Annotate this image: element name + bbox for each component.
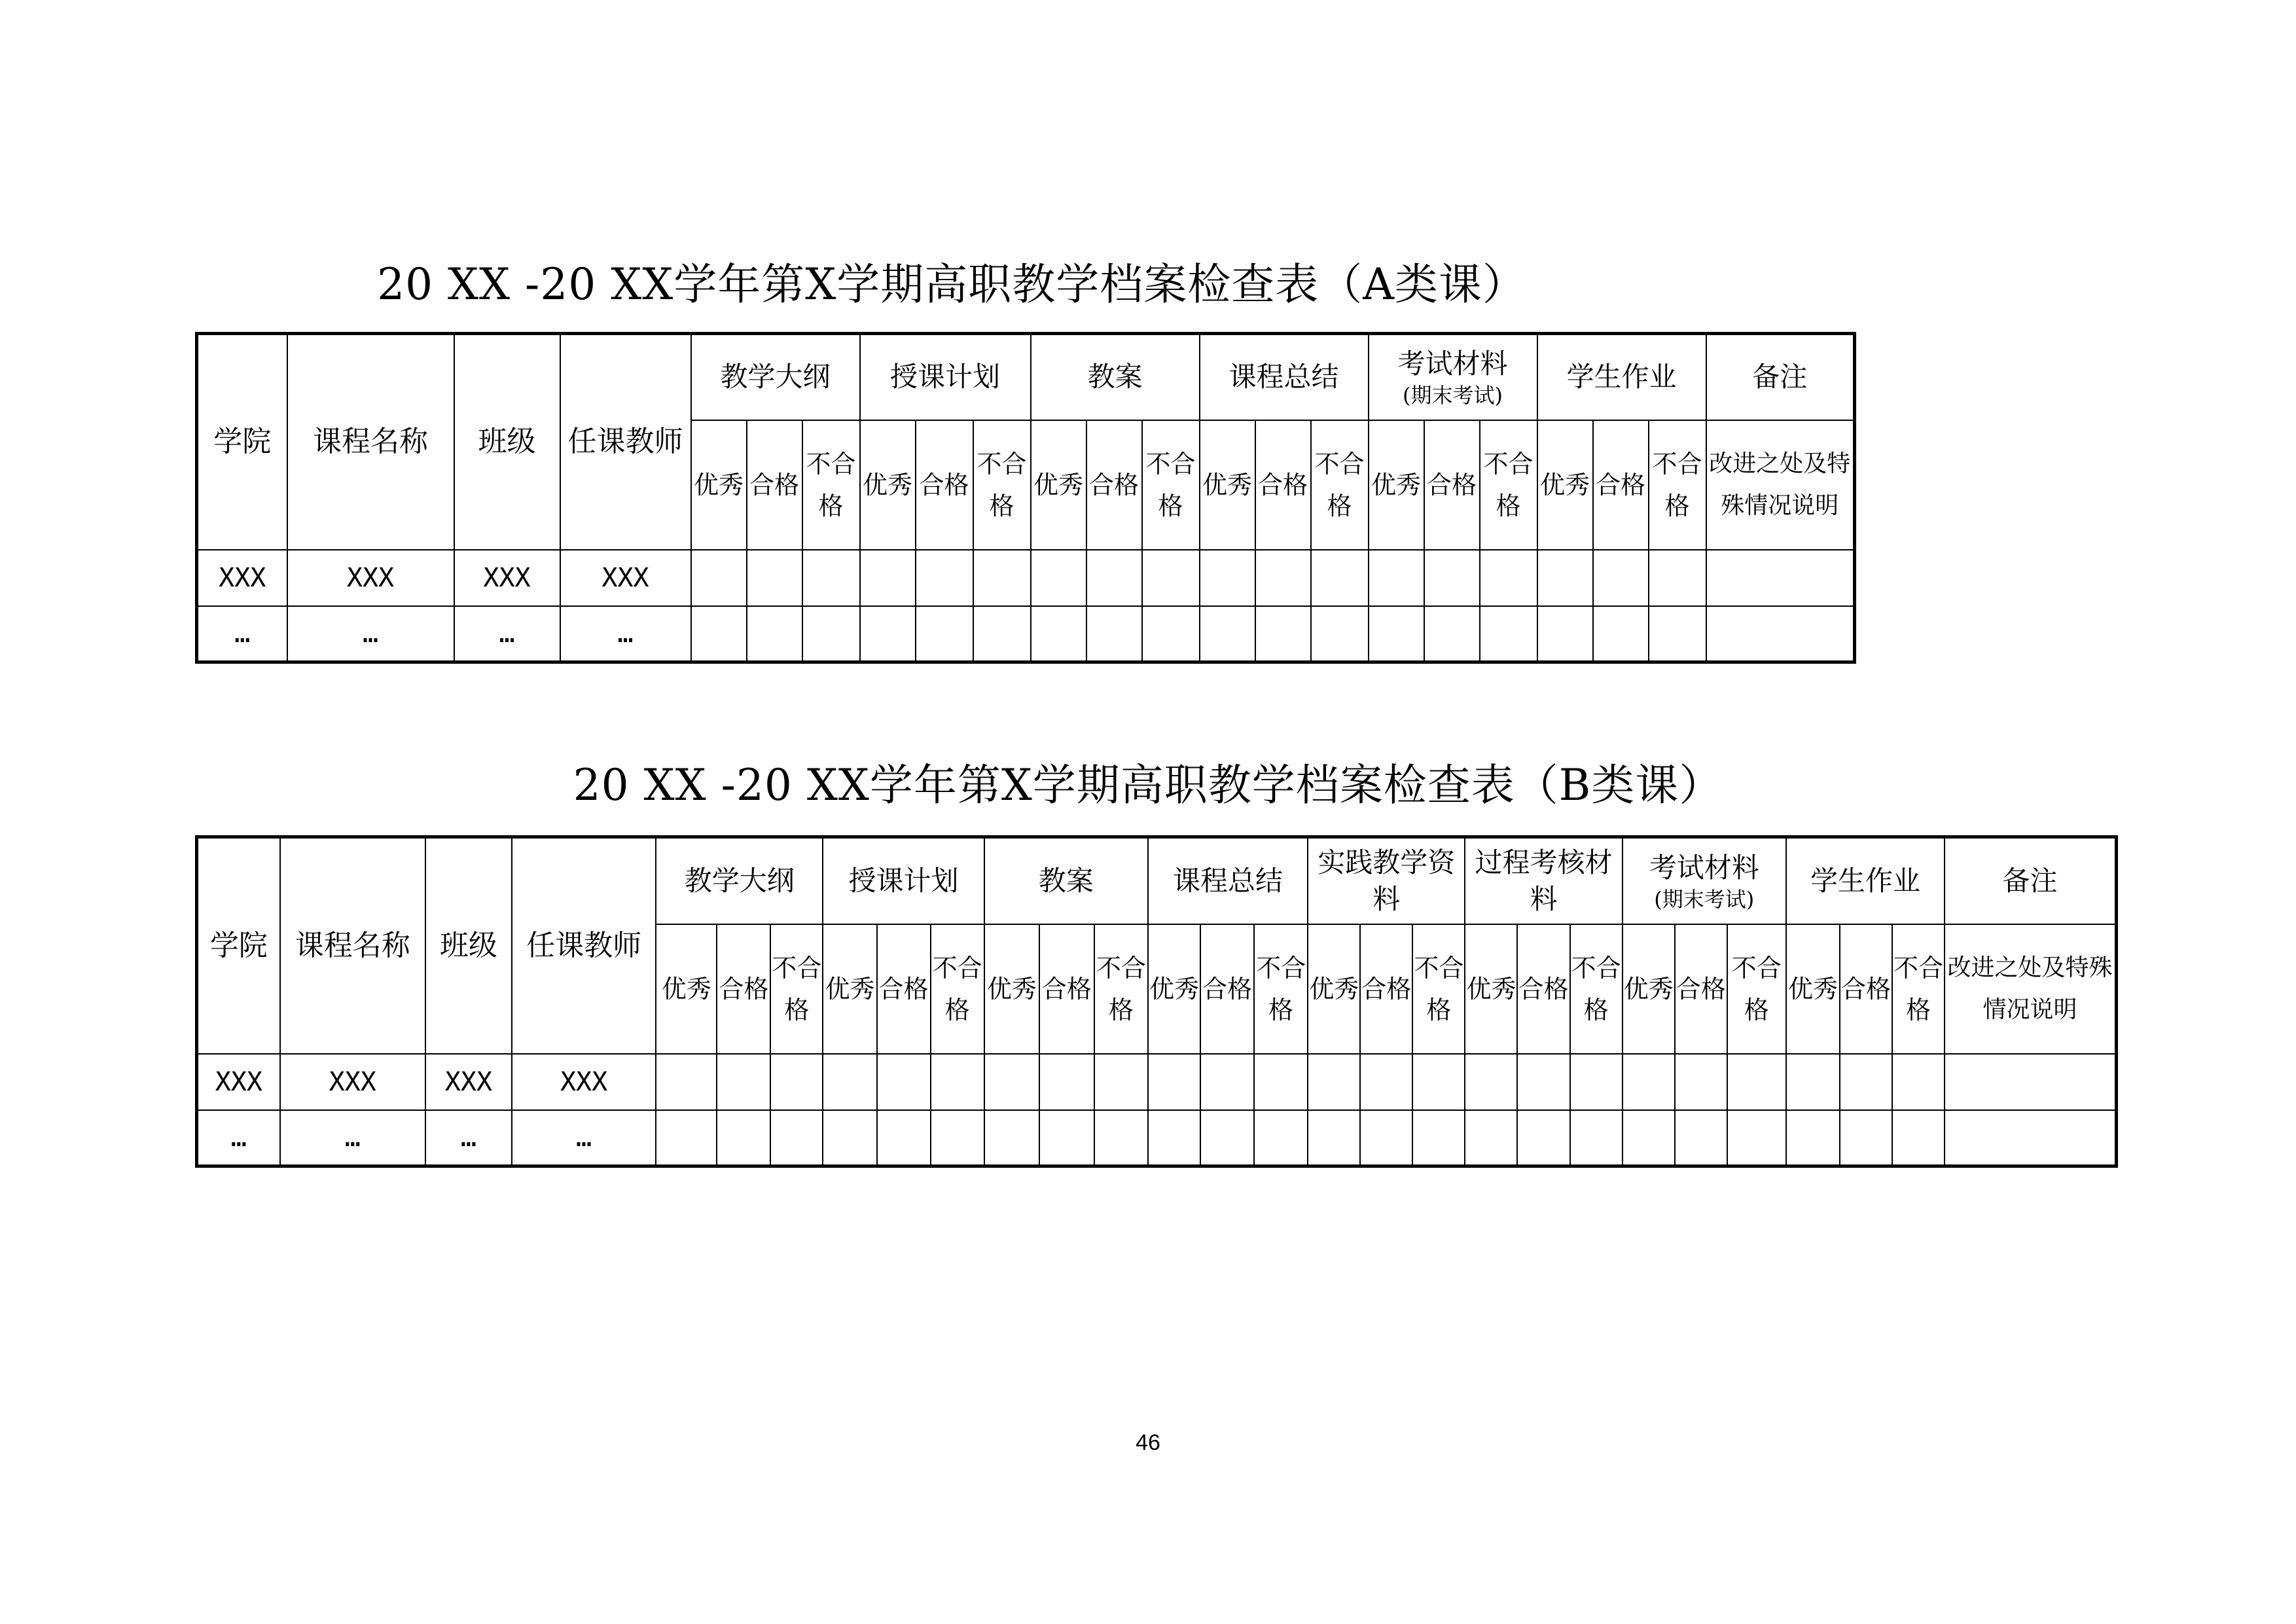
rating-fail: 不合格	[770, 924, 823, 1054]
cell-college: XXX	[197, 1054, 280, 1110]
check-cell[interactable]	[931, 1054, 984, 1110]
check-cell[interactable]	[1086, 606, 1142, 662]
rating-excellent: 优秀	[823, 924, 876, 1054]
check-cell[interactable]	[1254, 1110, 1308, 1166]
exam-materials-sub: (期末考试)	[1403, 383, 1503, 408]
check-cell[interactable]	[823, 1054, 876, 1110]
exam-materials-label: 考试材料	[1397, 348, 1508, 380]
check-cell[interactable]	[877, 1110, 931, 1166]
rating-excellent: 优秀	[1786, 924, 1840, 1054]
rating-excellent: 优秀	[860, 420, 916, 550]
check-cell[interactable]	[717, 1110, 770, 1166]
check-cell[interactable]	[1148, 1054, 1200, 1110]
check-cell[interactable]	[1840, 1110, 1892, 1166]
check-cell[interactable]	[916, 550, 973, 606]
header-student-homework: 学生作业	[1537, 334, 1706, 420]
table-a-title: 20 XX -20 XX学年第X学期高职教学档案检查表（A类课）	[377, 259, 1526, 310]
rating-pass: 合格	[1039, 924, 1094, 1054]
rating-pass: 合格	[1517, 924, 1570, 1054]
rating-fail: 不合格	[1727, 924, 1786, 1054]
rating-excellent: 优秀	[1031, 420, 1086, 550]
check-cell[interactable]	[931, 1110, 984, 1166]
rating-pass: 合格	[1424, 420, 1480, 550]
rating-excellent: 优秀	[1623, 924, 1675, 1054]
rating-excellent: 优秀	[1308, 924, 1360, 1054]
header-exam-materials	[1369, 334, 1537, 420]
rating-fail: 不合格	[1412, 924, 1465, 1054]
rating-pass: 合格	[916, 420, 973, 550]
check-cell[interactable]	[1200, 1110, 1254, 1166]
cell-course-name: XXX	[280, 1054, 425, 1110]
rating-pass: 合格	[1086, 420, 1142, 550]
table-a-header-row-1	[197, 334, 1855, 420]
check-cell[interactable]	[1517, 1110, 1570, 1166]
check-cell[interactable]	[691, 606, 747, 662]
cell-teacher: XXX	[560, 550, 691, 606]
check-cell[interactable]	[1623, 1110, 1675, 1166]
table-a	[195, 332, 1856, 664]
check-cell[interactable]	[1142, 606, 1200, 662]
check-cell[interactable]	[1727, 1110, 1786, 1166]
header-course-summary: 课程总结	[1200, 334, 1369, 420]
check-cell[interactable]	[984, 1110, 1039, 1166]
cell-teacher: …	[512, 1110, 656, 1166]
rating-excellent: 优秀	[1465, 924, 1517, 1054]
check-cell[interactable]	[1623, 1054, 1675, 1110]
rating-fail: 不合格	[1311, 420, 1369, 550]
rating-excellent: 优秀	[1200, 420, 1255, 550]
check-cell[interactable]	[1039, 1110, 1094, 1166]
check-cell[interactable]	[1308, 1054, 1360, 1110]
check-cell[interactable]	[1480, 550, 1537, 606]
check-cell[interactable]	[1255, 606, 1311, 662]
check-cell[interactable]	[1424, 550, 1480, 606]
check-cell[interactable]	[1308, 1110, 1360, 1166]
check-cell[interactable]	[1424, 606, 1480, 662]
remark-cell[interactable]	[1945, 1054, 2116, 1110]
check-cell[interactable]	[1369, 550, 1424, 606]
check-cell[interactable]	[1200, 606, 1255, 662]
check-cell[interactable]	[1412, 1054, 1465, 1110]
check-cell[interactable]	[860, 606, 916, 662]
remark-cell[interactable]	[1706, 606, 1855, 662]
rating-fail: 不合格	[1142, 420, 1200, 550]
rating-pass: 合格	[747, 420, 802, 550]
rating-pass: 合格	[1840, 924, 1892, 1054]
header-course-name: 课程名称	[280, 837, 425, 1054]
header-lesson-plan: 教案	[984, 837, 1148, 924]
check-cell[interactable]	[1675, 1110, 1727, 1166]
check-cell[interactable]	[770, 1110, 823, 1166]
check-cell[interactable]	[1031, 550, 1086, 606]
remark-cell[interactable]	[1706, 550, 1855, 606]
cell-class: XXX	[425, 1054, 512, 1110]
cell-class: XXX	[454, 550, 560, 606]
check-cell[interactable]	[1360, 1054, 1412, 1110]
header-class: 班级	[454, 334, 560, 550]
header-practice-materials: 实践教学资料	[1308, 837, 1465, 924]
check-cell[interactable]	[1593, 606, 1649, 662]
rating-fail: 不合格	[802, 420, 860, 550]
check-cell[interactable]	[1148, 1110, 1200, 1166]
rating-excellent: 优秀	[691, 420, 747, 550]
check-cell[interactable]	[1537, 550, 1593, 606]
header-remark: 备注	[1706, 334, 1855, 420]
rating-excellent: 优秀	[984, 924, 1039, 1054]
check-cell[interactable]	[1593, 550, 1649, 606]
rating-pass: 合格	[1675, 924, 1727, 1054]
rating-fail: 不合格	[1254, 924, 1308, 1054]
rating-pass: 合格	[1200, 924, 1254, 1054]
check-cell[interactable]	[1094, 1110, 1148, 1166]
header-teacher: 任课教师	[512, 837, 656, 1054]
rating-fail: 不合格	[931, 924, 984, 1054]
rating-fail: 不合格	[1570, 924, 1623, 1054]
check-cell[interactable]	[1675, 1054, 1727, 1110]
cell-course-name: …	[287, 606, 454, 662]
header-class: 班级	[425, 837, 512, 1054]
check-cell[interactable]	[747, 550, 802, 606]
check-cell[interactable]	[1254, 1054, 1308, 1110]
check-cell[interactable]	[1094, 1054, 1148, 1110]
header-college: 学院	[197, 837, 280, 1054]
check-cell[interactable]	[1892, 1054, 1945, 1110]
check-cell[interactable]	[1892, 1110, 1945, 1166]
check-cell[interactable]	[1369, 606, 1424, 662]
check-cell[interactable]	[717, 1054, 770, 1110]
exam-materials-sub: (期末考试)	[1654, 886, 1755, 912]
check-cell[interactable]	[1840, 1054, 1892, 1110]
check-cell[interactable]	[1360, 1110, 1412, 1166]
header-student-homework: 学生作业	[1786, 837, 1945, 924]
check-cell[interactable]	[802, 606, 860, 662]
remark-note: 改进之处及特殊情况说明	[1945, 924, 2116, 1054]
cell-teacher: …	[560, 606, 691, 662]
check-cell[interactable]	[1517, 1054, 1570, 1110]
rating-excellent: 优秀	[1537, 420, 1593, 550]
check-cell[interactable]	[691, 550, 747, 606]
check-cell[interactable]	[1031, 606, 1086, 662]
check-cell[interactable]	[1142, 550, 1200, 606]
cell-course-name: XXX	[287, 550, 454, 606]
header-exam-materials	[1623, 837, 1786, 924]
rating-pass: 合格	[1360, 924, 1412, 1054]
table-row	[197, 606, 1855, 662]
check-cell[interactable]	[1649, 606, 1706, 662]
header-course-summary: 课程总结	[1148, 837, 1308, 924]
cell-course-name: …	[280, 1110, 425, 1166]
cell-class: …	[425, 1110, 512, 1166]
rating-excellent: 优秀	[656, 924, 717, 1054]
check-cell[interactable]	[1200, 550, 1255, 606]
rating-excellent: 优秀	[1369, 420, 1424, 550]
page-number: 46	[1136, 1430, 1160, 1455]
check-cell[interactable]	[1412, 1110, 1465, 1166]
header-teaching-plan: 授课计划	[860, 334, 1031, 420]
header-teaching-plan: 授课计划	[823, 837, 984, 924]
header-syllabus: 教学大纲	[656, 837, 823, 924]
cell-teacher: XXX	[512, 1054, 656, 1110]
header-teacher: 任课教师	[560, 334, 691, 550]
header-process-assessment: 过程考核材料	[1465, 837, 1622, 924]
check-cell[interactable]	[823, 1110, 876, 1166]
rating-fail: 不合格	[1094, 924, 1148, 1054]
check-cell[interactable]	[1311, 550, 1369, 606]
check-cell[interactable]	[1086, 550, 1142, 606]
check-cell[interactable]	[747, 606, 802, 662]
check-cell[interactable]	[984, 1054, 1039, 1110]
check-cell[interactable]	[1570, 1110, 1623, 1166]
check-cell[interactable]	[877, 1054, 931, 1110]
rating-pass: 合格	[717, 924, 770, 1054]
check-cell[interactable]	[1311, 606, 1369, 662]
check-cell[interactable]	[802, 550, 860, 606]
table-row	[197, 550, 1855, 606]
rating-excellent: 优秀	[1148, 924, 1200, 1054]
check-cell[interactable]	[860, 550, 916, 606]
table-b-title: 20 XX -20 XX学年第X学期高职教学档案检查表（B类课）	[573, 760, 1723, 810]
header-course-name: 课程名称	[287, 334, 454, 550]
check-cell[interactable]	[973, 550, 1031, 606]
table-b-header-row-1	[197, 837, 2117, 924]
check-cell[interactable]	[1255, 550, 1311, 606]
remark-cell[interactable]	[1945, 1110, 2116, 1166]
cell-college: XXX	[197, 550, 287, 606]
rating-fail: 不合格	[1892, 924, 1945, 1054]
check-cell[interactable]	[1465, 1054, 1517, 1110]
check-cell[interactable]	[1200, 1054, 1254, 1110]
check-cell[interactable]	[1570, 1054, 1623, 1110]
rating-fail: 不合格	[1480, 420, 1537, 550]
check-cell[interactable]	[973, 606, 1031, 662]
check-cell[interactable]	[1649, 550, 1706, 606]
cell-college: …	[197, 1110, 280, 1166]
check-cell[interactable]	[770, 1054, 823, 1110]
check-cell[interactable]	[656, 1110, 717, 1166]
header-college: 学院	[197, 334, 287, 550]
rating-pass: 合格	[1255, 420, 1311, 550]
check-cell[interactable]	[1786, 1110, 1840, 1166]
check-cell[interactable]	[1786, 1054, 1840, 1110]
remark-note: 改进之处及特殊情况说明	[1706, 420, 1855, 550]
rating-fail: 不合格	[1649, 420, 1706, 550]
check-cell[interactable]	[1727, 1054, 1786, 1110]
check-cell[interactable]	[1465, 1110, 1517, 1166]
header-syllabus: 教学大纲	[691, 334, 860, 420]
cell-class: …	[454, 606, 560, 662]
rating-pass: 合格	[877, 924, 931, 1054]
check-cell[interactable]	[916, 606, 973, 662]
table-row	[197, 1110, 2117, 1166]
table-b	[195, 835, 2118, 1168]
header-lesson-plan: 教案	[1031, 334, 1200, 420]
rating-fail: 不合格	[973, 420, 1031, 550]
rating-pass: 合格	[1593, 420, 1649, 550]
check-cell[interactable]	[1537, 606, 1593, 662]
check-cell[interactable]	[1039, 1054, 1094, 1110]
header-remark: 备注	[1945, 837, 2116, 924]
exam-materials-label: 考试材料	[1649, 851, 1759, 884]
table-row	[197, 1054, 2117, 1110]
check-cell[interactable]	[656, 1054, 717, 1110]
cell-college: …	[197, 606, 287, 662]
check-cell[interactable]	[1480, 606, 1537, 662]
